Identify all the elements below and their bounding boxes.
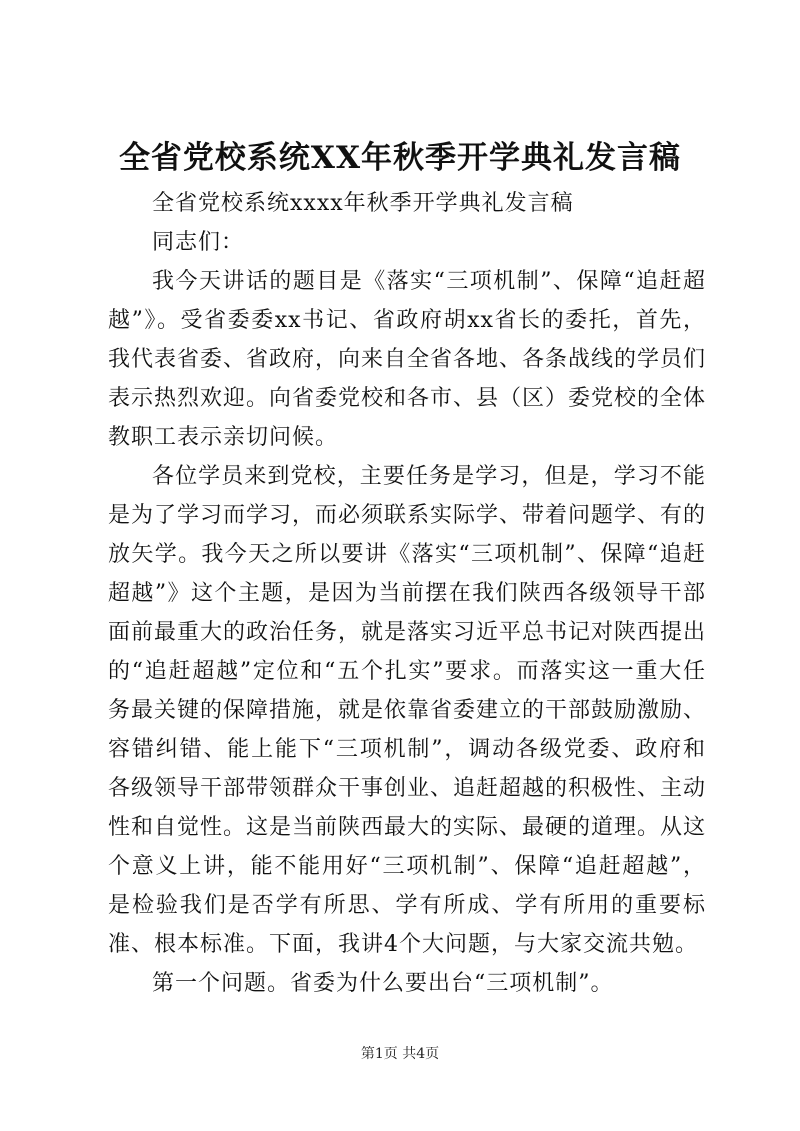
- page-footer: 第1页 共4页: [360, 1046, 440, 1062]
- document-title: 全省党校系统XX年秋季开学典礼发言稿: [118, 140, 682, 176]
- document-body: [108, 184, 706, 1003]
- body-paragraph-2: 各位学员来到党校，主要任务是学习，但是，学习不能是为了学习而学习，而必须联系实际学、带着问题学、有的放矢学。我今天之所以要讲《落实“三项机制”、保障“追赶超越”》这个主题，是因为当前摆在我们陕西各级领导干部面前最重大的政治任务，就是落实习近平总书记对陕西提出的“追赶超越”定位和“五个扎实”要求。而落实这一重大任务最关键的保障措施，就是依靠省委建立的干部鼓励激励、容错纠错、能上能下“三项机制”，调动各级党委、政府和各级领导干部带领群众干事创业、追赶超越的积极性、主动性和自觉性。这是当前陕西最大的实际、最硬的道理。从这个意义上讲，能不能用好“三项机制”、保障“追赶超越”，是检验我们是否学有所思、学有所成、学有所用的重要标准、根本标准。下面，我讲4个大问题，与大家交流共勉。: [108, 464, 707, 957]
- subtitle-paragraph: 全省党校系统xxxx年秋季开学典礼发言稿: [152, 191, 574, 216]
- body-paragraph-1: 我今天讲话的题目是《落实“三项机制”、保障“追赶超越”》。受省委委xx书记、省政府胡xx省长的委托，首先，我代表省委、省政府，向来自全省各地、各条战线的学员们表示热烈欢迎。向省委党校和各市、县（区）委党校的全体教职工表示亲切问候。: [108, 269, 707, 450]
- body-paragraph-3: 第一个问题。省委为什么要出台“三项机制”。: [152, 971, 614, 996]
- salutation-paragraph: 同志们：: [152, 230, 245, 255]
